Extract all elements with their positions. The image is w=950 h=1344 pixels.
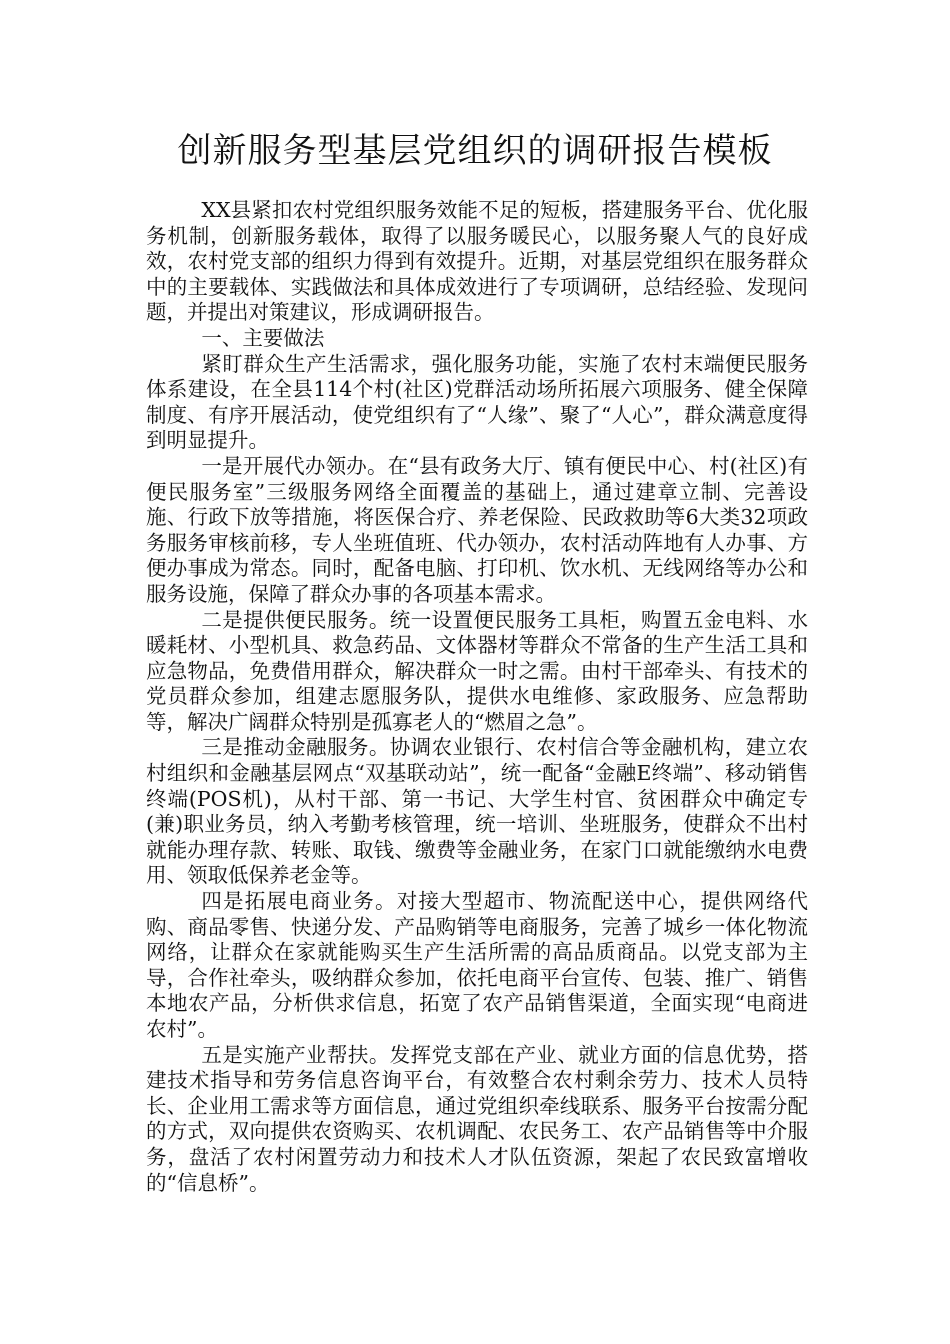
item-two-paragraph: 二是提供便民服务。统一设置便民服务工具柜，购置五金电料、水暖耗材、小型机具、救急药品、文体器材等群众不常备的生产生活工具和应急物品，免费借用群众，解决群众一时之需。由村干部牵头、有技术的党员群众参加，组建志愿服务队，提供水电维修、家政服务、应急帮助等，解决广阔群众特别是孤寡老人的“燃眉之急”。 [146, 607, 808, 734]
item-four-paragraph: 四是拓展电商业务。对接大型超市、物流配送中心，提供网络代购、商品零售、快递分发、产品购销等电商服务，完善了城乡一体化物流网络，让群众在家就能购买生产生活所需的高品质商品。以党支部为主导，合作社牵头，吸纳群众参加，依托电商平台宣传、包装、推广、销售本地农产品，分析供求信息，拓宽了农产品销售渠道，全面实现“电商进农村”。 [146, 889, 808, 1041]
document-body [146, 198, 808, 1196]
intro-paragraph: XX县紧扣农村党组织服务效能不足的短板，搭建服务平台、优化服务机制，创新服务载体，取得了以服务暖民心，以服务聚人气的良好成效，农村党支部的组织力得到有效提升。近期，对基层党组织在服务群众中的主要载体、实践做法和具体成效进行了专项调研，总结经验、发现问题，并提出对策建议，形成调研报告。 [146, 198, 808, 325]
item-five-paragraph: 五是实施产业帮扶。发挥党支部在产业、就业方面的信息优势，搭建技术指导和劳务信息咨询平台，有效整合农村剩余劳力、技术人员特长、企业用工需求等方面信息，通过党组织牵线联系、服务平台按需分配的方式，双向提供农资购买、农机调配、农民务工、农产品销售等中介服务，盘活了农村闲置劳动力和技术人才队伍资源，架起了农民致富增收的“信息桥”。 [146, 1042, 808, 1195]
document-title: 创新服务型基层党组织的调研报告模板 [177, 131, 773, 171]
item-three-paragraph: 三是推动金融服务。协调农业银行、农村信合等金融机构，建立农村组织和金融基层网点“双基联动站”，统一配备“金融E终端”、移动销售终端(POS机)，从村干部、第一书记、大学生村官、贫困群众中确定专(兼)职业务员，纳入考勤考核管理，统一培训、坐班服务，使群众不出村就能办理存款、转账、取钱、缴费等金融业务，在家门口就能缴纳水电费用、领取低保养老金等。 [146, 735, 808, 888]
item-one-paragraph: 一是开展代办领办。在“县有政务大厅、镇有便民中心、村(社区)有便民服务室”三级服务网络全面覆盖的基础上，通过建章立制、完善设施、行政下放等措施，将医保合疗、养老保险、民政救助等6大类32项政务服务审核前移，专人坐班值班、代办领办，农村活动阵地有人办事、方便办事成为常态。同时，配备电脑、打印机、饮水机、无线网络等办公和服务设施，保障了群众办事的各项基本需求。 [146, 453, 808, 606]
section-heading: 一、主要做法 [201, 325, 325, 350]
overview-paragraph: 紧盯群众生产生活需求，强化服务功能，实施了农村末端便民服务体系建设，在全县114个村(社区)党群活动场所拓展六项服务、健全保障制度、有序开展活动，使党组织有了“人缘”、聚了“人心”，群众满意度得到明显提升。 [146, 351, 808, 453]
